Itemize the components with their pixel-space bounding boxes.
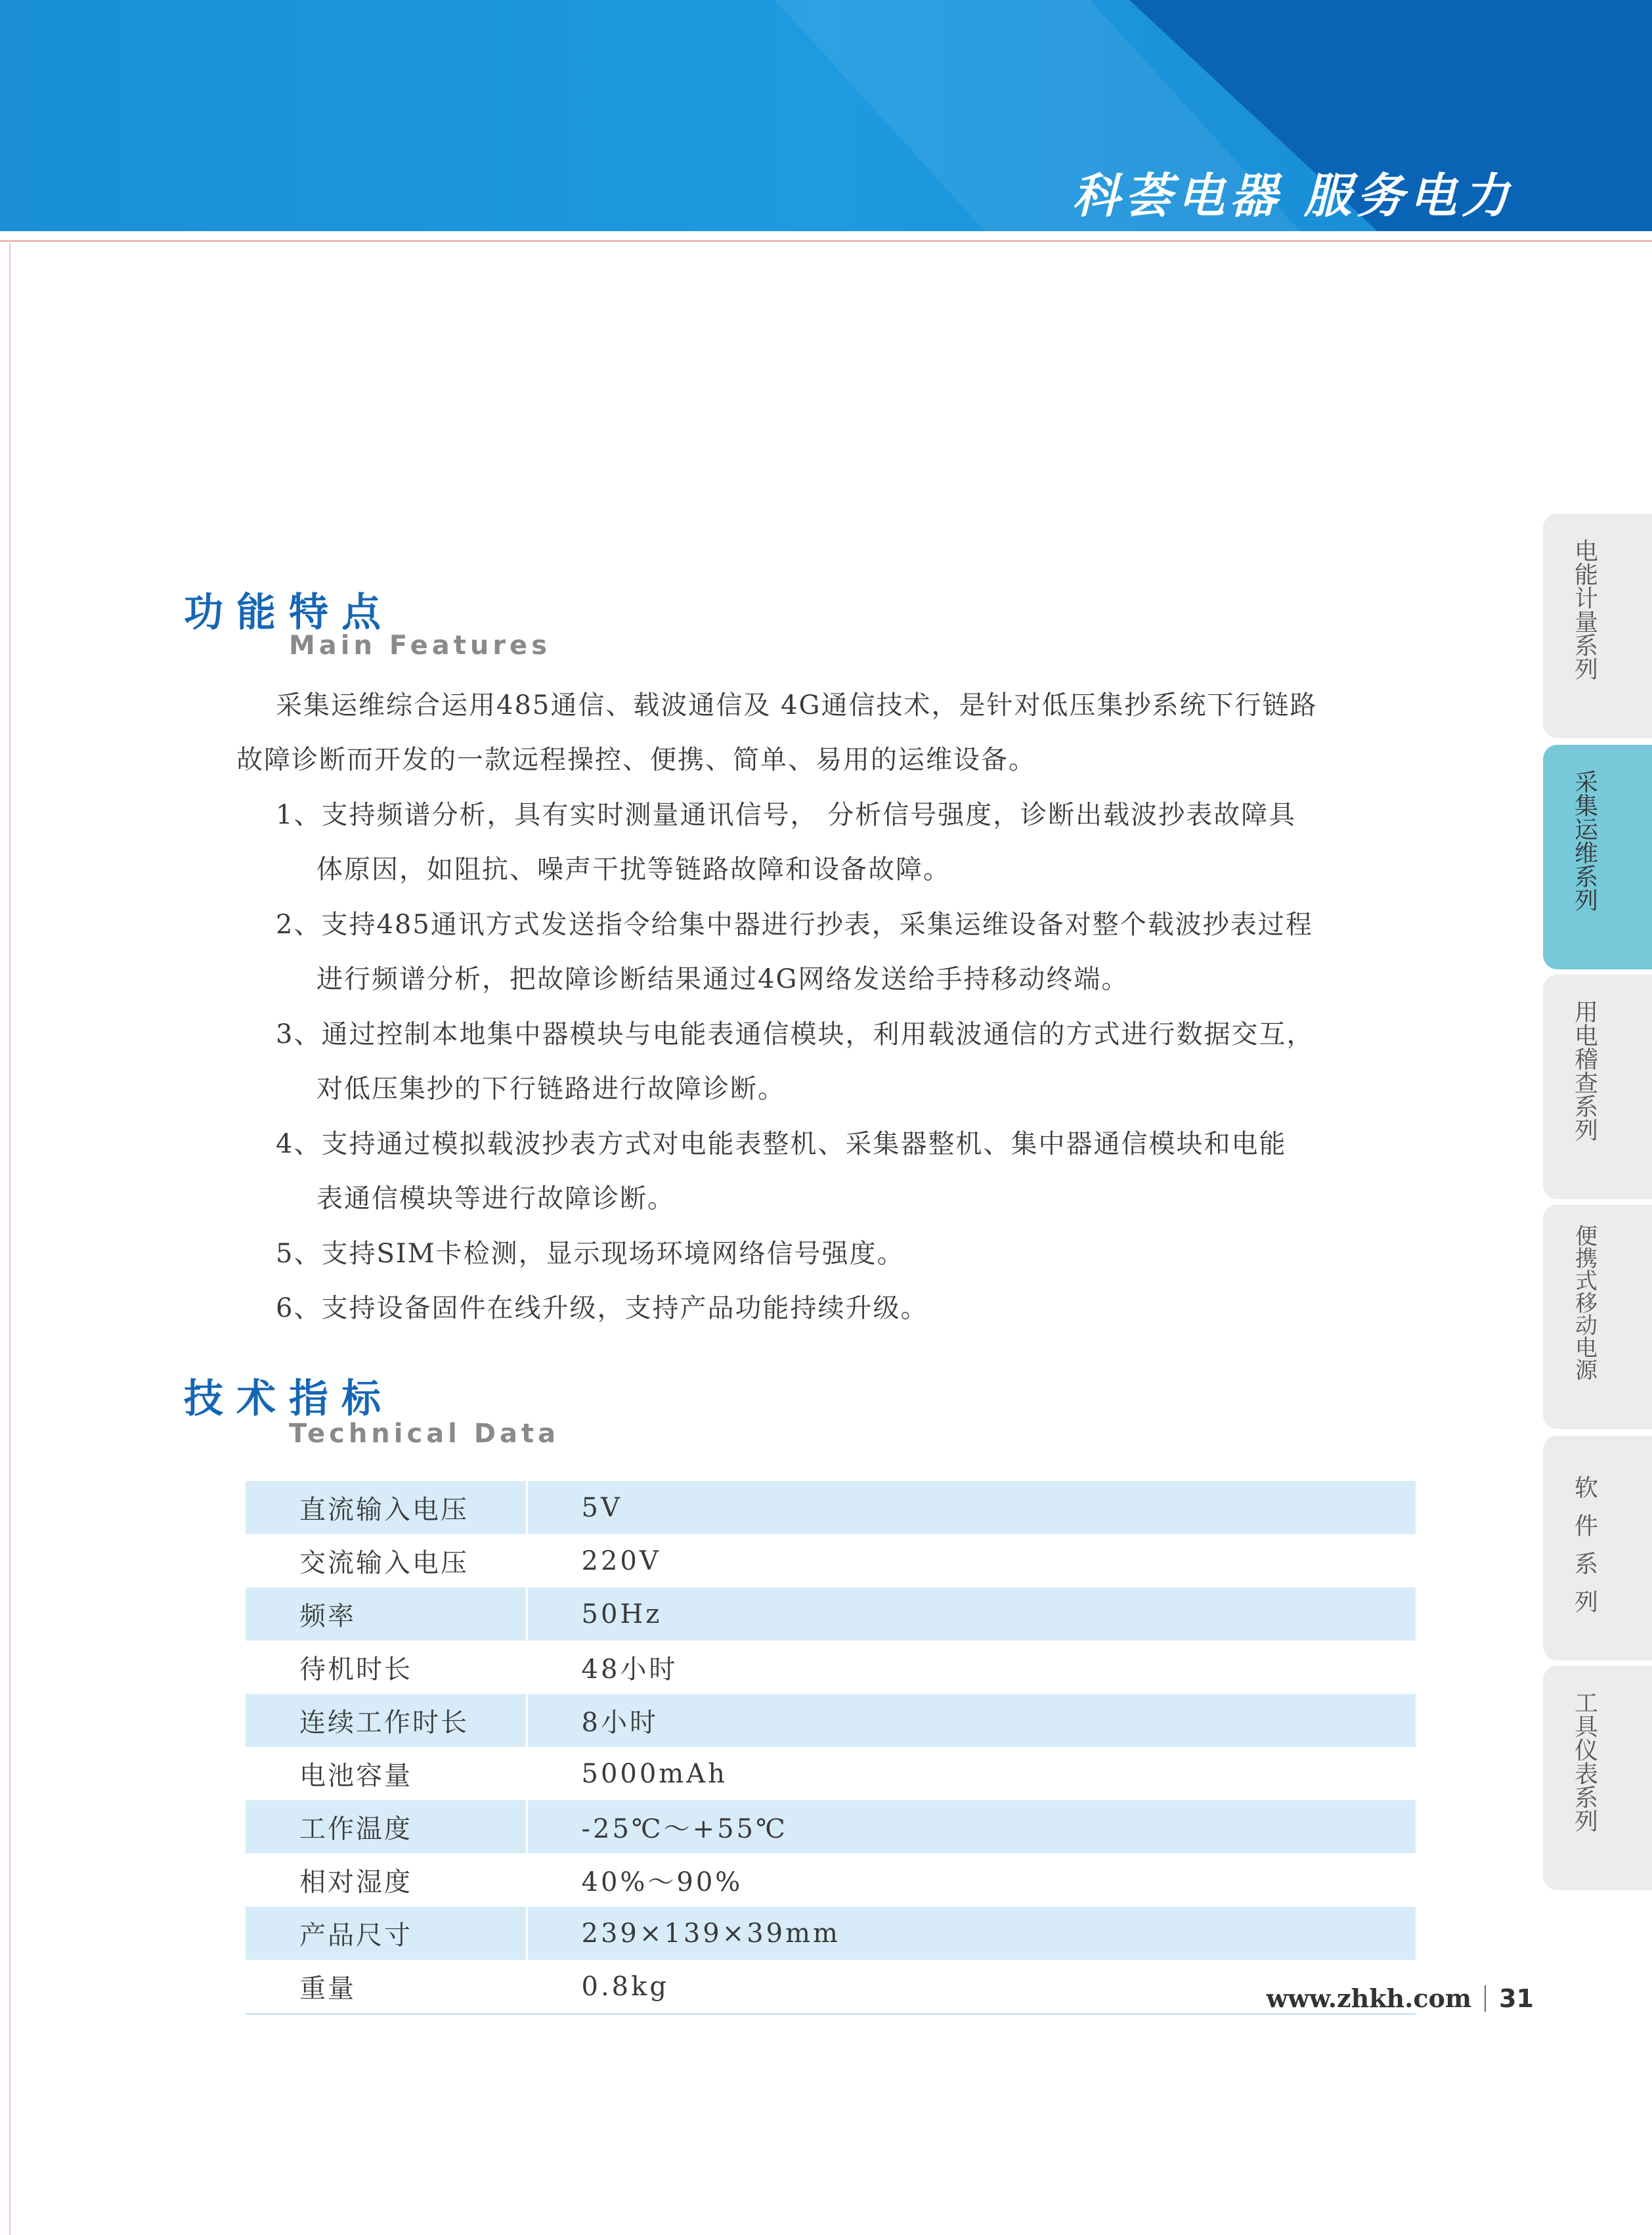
table-row: [246, 1853, 1416, 1907]
table-row: [246, 1481, 1416, 1534]
side-tab-metering[interactable]: [1543, 514, 1652, 738]
side-tab-label: 便携式移动电源: [1571, 1224, 1598, 1381]
header-slogan: 科荟电器 服务电力: [1072, 168, 1514, 223]
side-tab-label: 工具仪表系列: [1571, 1691, 1598, 1832]
feature-item-5: 5、支持SIM卡检测，显示现场环境网络信号强度。: [276, 1239, 905, 1269]
spec-value: 5000mAh: [527, 1747, 1416, 1800]
table-row: [246, 1587, 1416, 1641]
side-tab-label: 软件系列: [1571, 1475, 1598, 1627]
tech-title: 技术指标: [184, 1376, 394, 1422]
feature-item-3-line2: 对低压集抄的下行链路进行故障诊断。: [316, 1074, 785, 1104]
side-tab-software[interactable]: [1543, 1436, 1652, 1660]
features-subtitle: Main Features: [289, 631, 551, 661]
side-tab-label: 采集运维系列: [1571, 770, 1598, 912]
spec-key: 工作温度: [246, 1800, 527, 1853]
header-rule: [0, 240, 1652, 242]
side-tab-label: 电能计量系列: [1571, 539, 1598, 680]
tech-subtitle: Technical Data: [289, 1419, 560, 1449]
side-tab-collection-maintenance[interactable]: [1543, 745, 1652, 969]
website-url: www.zhkh.com: [1266, 1983, 1472, 2013]
spec-key: 电池容量: [246, 1747, 527, 1800]
feature-item-2-line2: 进行频谱分析，把故障诊断结果通过4G网络发送给手持移动终端。: [316, 964, 1129, 994]
side-tab-label: 用电稽查系列: [1571, 1000, 1598, 1141]
spec-value: 40%～90%: [527, 1853, 1416, 1907]
page-number: 31: [1499, 1983, 1534, 2013]
spec-key: 直流输入电压: [246, 1481, 527, 1534]
spec-key: 产品尺寸: [246, 1907, 527, 1960]
features-intro-line2: 故障诊断而开发的一款远程操控、便携、简单、易用的运维设备。: [236, 745, 1036, 775]
margin-rule: [9, 243, 11, 2235]
features-intro-line1: 采集运维综合运用485通信、载波通信及 4G通信技术，是针对低压集抄系统下行链路: [276, 690, 1318, 720]
page-footer: [1266, 1983, 1534, 2013]
spec-value: 50Hz: [527, 1587, 1416, 1641]
spec-key: 重量: [246, 1960, 527, 2014]
spec-value: 8小时: [527, 1694, 1416, 1747]
feature-item-4-line2: 表通信模块等进行故障诊断。: [316, 1184, 675, 1214]
spec-value: 48小时: [527, 1641, 1416, 1694]
table-row: [246, 1960, 1416, 2014]
spec-key: 待机时长: [246, 1641, 527, 1694]
footer-divider: [1485, 1985, 1486, 2012]
spec-value: 0.8kg: [527, 1960, 1416, 2014]
spec-value: 5V: [527, 1481, 1416, 1534]
feature-item-6: 6、支持设备固件在线升级，支持产品功能持续升级。: [276, 1293, 928, 1323]
spec-table: [246, 1481, 1416, 2015]
spec-key: 连续工作时长: [246, 1694, 527, 1747]
table-row: [246, 1534, 1416, 1587]
side-tab-instruments[interactable]: [1543, 1666, 1652, 1890]
spec-value: -25℃～+55℃: [527, 1800, 1416, 1853]
spec-value: 220V: [527, 1534, 1416, 1587]
feature-item-1-line1: 1、支持频谱分析，具有实时测量通讯信号， 分析信号强度，诊断出载波抄表故障具: [276, 800, 1297, 830]
table-row: [246, 1800, 1416, 1853]
table-row: [246, 1641, 1416, 1694]
feature-item-4-line1: 4、支持通过模拟载波抄表方式对电能表整机、采集器整机、集中器通信模块和电能: [276, 1129, 1287, 1159]
side-tab-portable-power[interactable]: [1543, 1205, 1652, 1429]
feature-item-1-line2: 体原因，如阻抗、噪声干扰等链路故障和设备故障。: [316, 854, 951, 885]
spec-key: 频率: [246, 1587, 527, 1641]
side-tab-inspection[interactable]: [1543, 975, 1652, 1199]
spec-key: 交流输入电压: [246, 1534, 527, 1587]
spec-key: 相对湿度: [246, 1853, 527, 1907]
table-row: [246, 1907, 1416, 1960]
header-banner: [0, 0, 1652, 231]
feature-item-3-line1: 3、通过控制本地集中器模块与电能表通信模块，利用载波通信的方式进行数据交互，: [276, 1019, 1315, 1050]
feature-item-2-line1: 2、支持485通讯方式发送指令给集中器进行抄表，采集运维设备对整个载波抄表过程: [276, 910, 1313, 940]
table-row: [246, 1747, 1416, 1800]
table-row: [246, 1694, 1416, 1747]
features-title: 功能特点: [184, 590, 394, 636]
spec-value: 239×139×39mm: [527, 1907, 1416, 1960]
